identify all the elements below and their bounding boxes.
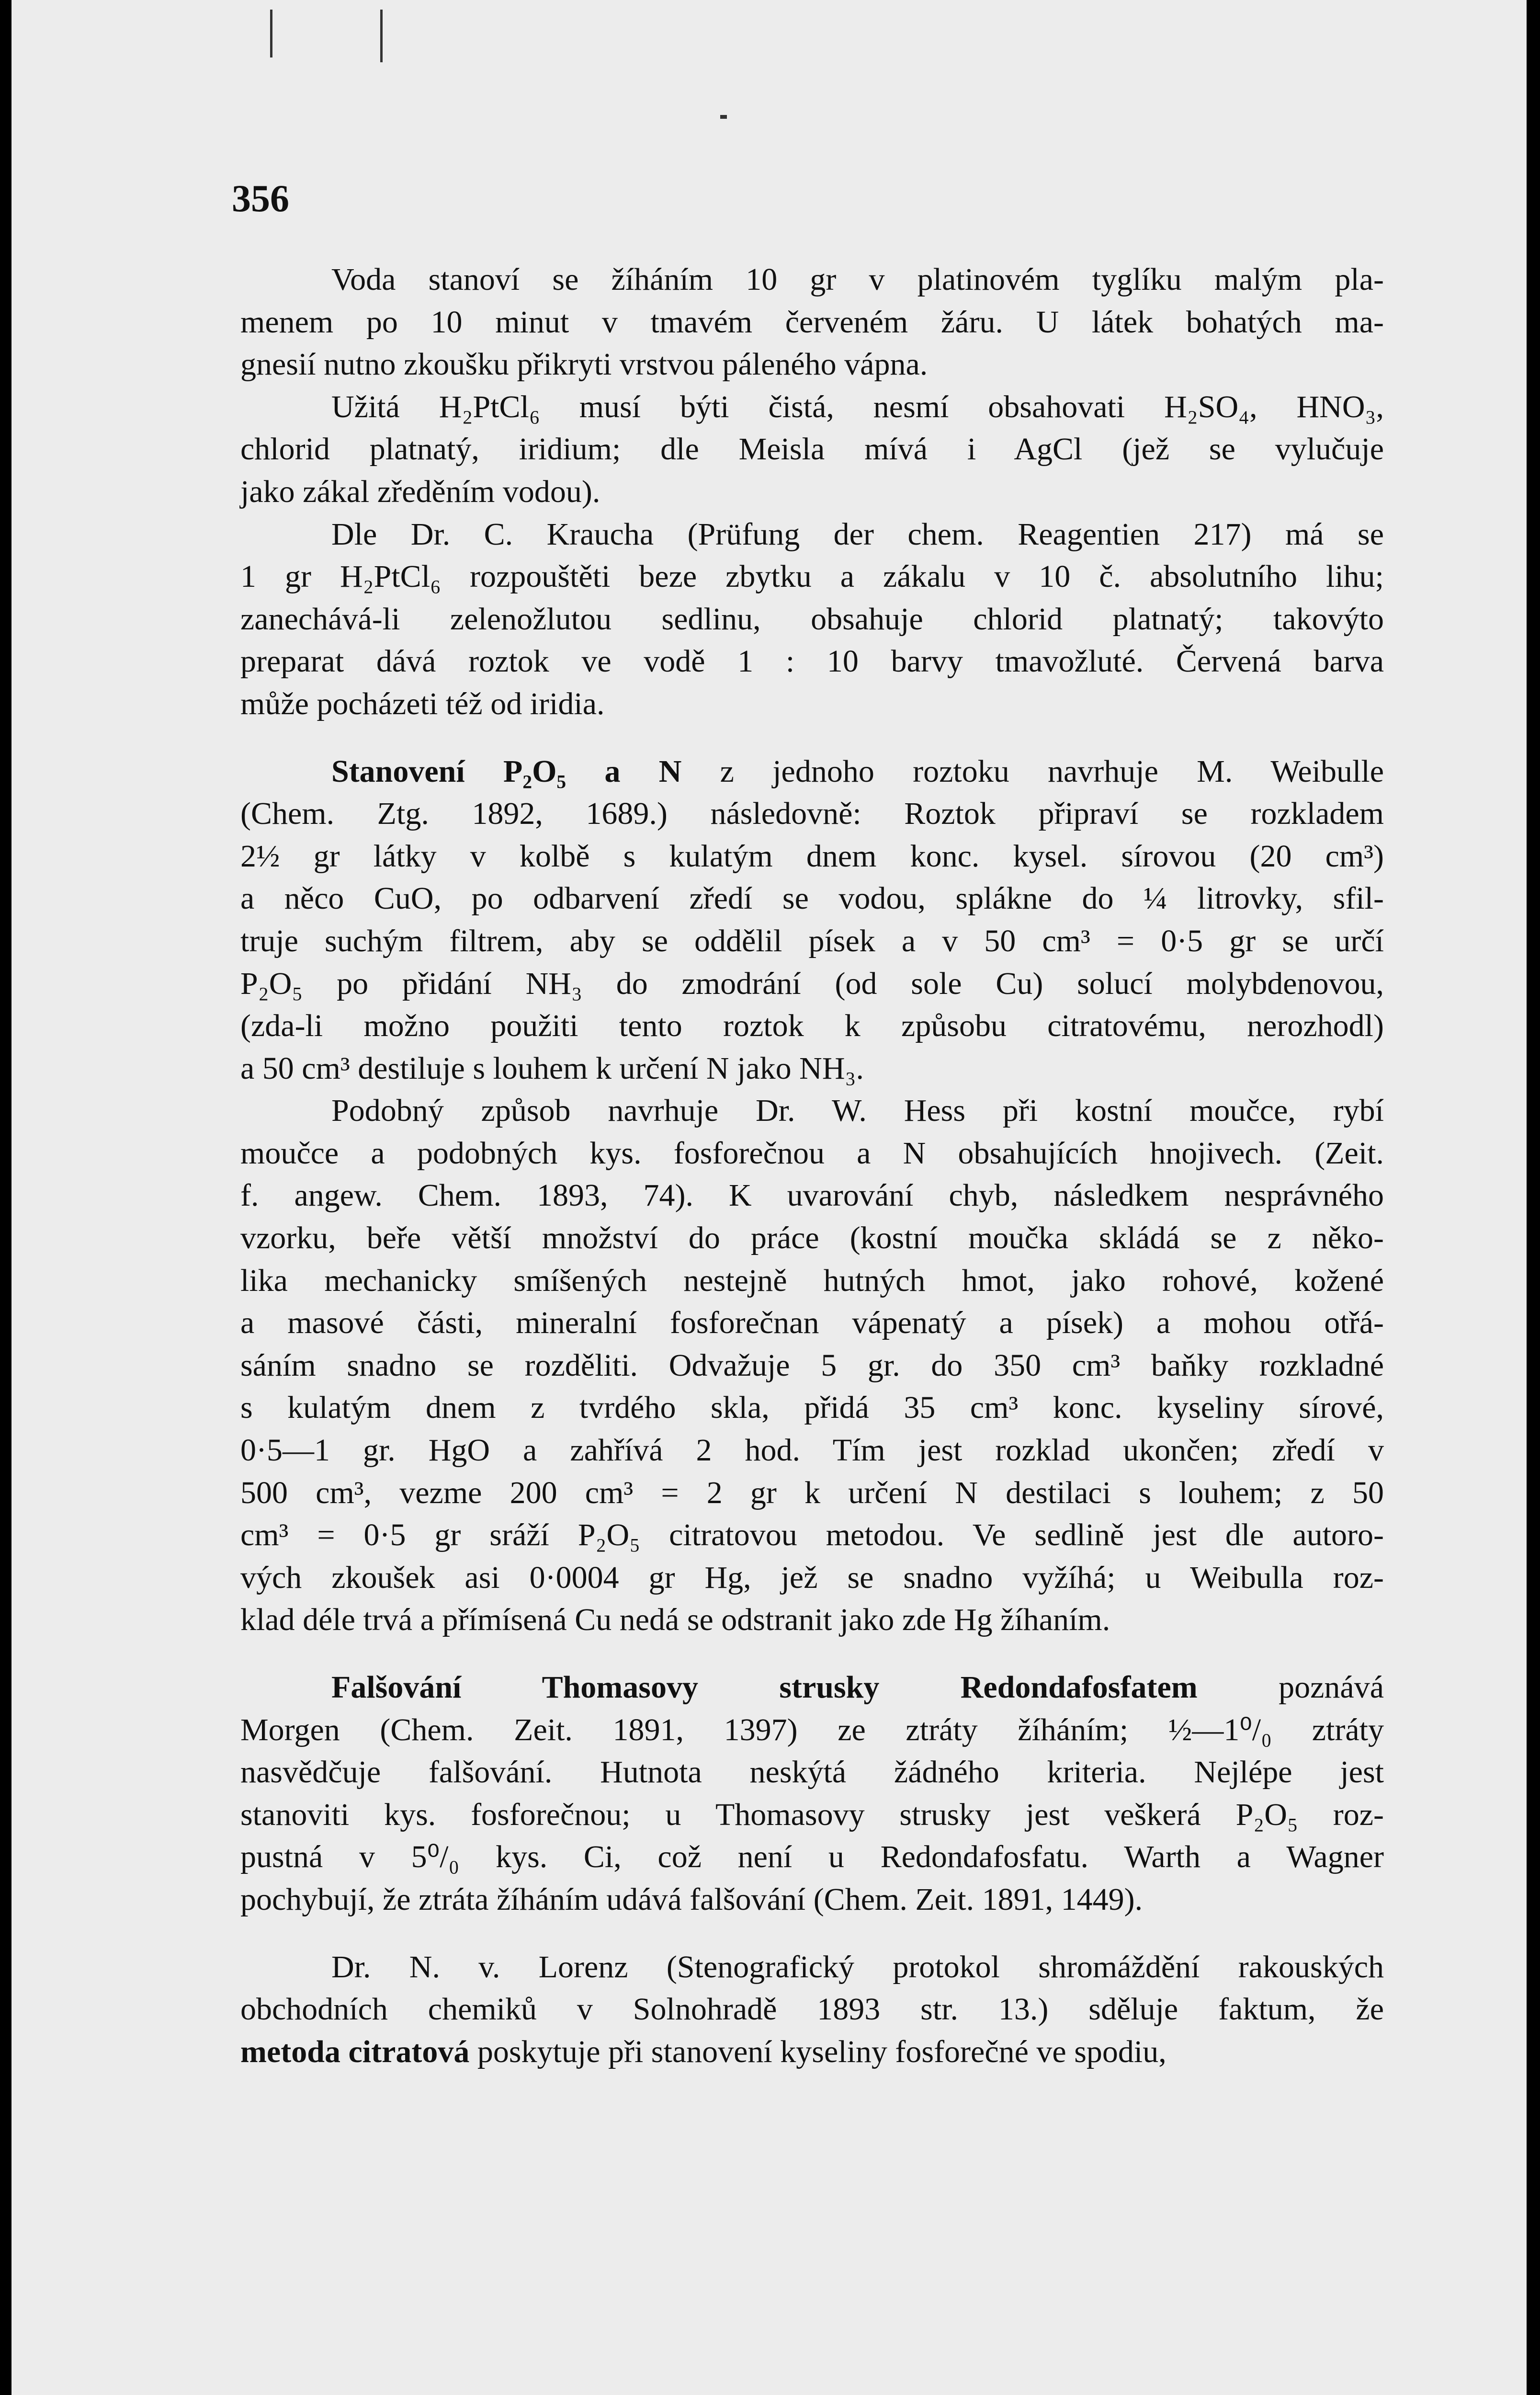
text-line: Dr. N. v. Lorenz (Stenografický protokol shromáždění rakouských	[331, 1949, 1384, 1984]
text-line: může pocházeti též od iridia.	[240, 686, 605, 721]
text-line: Voda stanoví se žíháním 10 gr v platinovém tyglíku malým pla-	[331, 262, 1384, 297]
text-line: P₂O₅ po přidání NH₃ do zmodrání (od sole Cu) solucí molybdenovou,	[240, 966, 1384, 1001]
text-line: pochybují, že ztráta žíháním udává falšování (Chem. Zeit. 1891, 1449).	[240, 1882, 1143, 1917]
text-line: 500 cm³, vezme 200 cm³ = 2 gr k určení N destilaci s louhem; z 50	[240, 1475, 1384, 1510]
paragraph	[240, 1090, 1384, 1642]
text-line: sáním snadno se rozděliti. Odvažuje 5 gr. do 350 cm³ baňky rozkladné	[240, 1347, 1384, 1383]
text-line: a 50 cm³ destiluje s louhem k určení N jako NH₃.	[240, 1050, 864, 1086]
text-line: f. angew. Chem. 1893, 74). K uvarování chyb, následkem nesprávného	[240, 1178, 1384, 1213]
scan-artifact	[270, 10, 272, 57]
text-line: vzorku, beře větší množství do práce (kostní moučka skládá se z něko-	[240, 1220, 1384, 1256]
text-line: vých zkoušek asi 0·0004 gr Hg, jež se snadno vyžíhá; u Weibulla roz-	[240, 1560, 1384, 1595]
paragraph	[240, 1666, 1384, 1921]
text-line: 1 gr H₂PtCl₆ rozpouštěti beze zbytku a zákalu v 10 č. absolutního lihu;	[240, 559, 1384, 594]
text-line: menem po 10 minut v tmavém červeném žáru. U látek bohatých ma-	[240, 304, 1384, 340]
text-line: klad déle trvá a přímísená Cu nedá se odstranit jako zde Hg žíhaním.	[240, 1602, 1110, 1638]
text-line: jako zákal zředěním vodou).	[240, 474, 600, 509]
text-line: gnesií nutno zkoušku přikryti vrstvou páleného vápna.	[240, 347, 928, 382]
text-line: stanoviti kys. fosforečnou; u Thomasovy strusky jest veškerá P₂O₅ roz-	[240, 1797, 1384, 1832]
text-line: (Chem. Ztg. 1892, 1689.) následovně: Roztok připraví se rozkladem	[240, 796, 1384, 832]
section-heading-line: Stanovení P₂O₅ a N z jednoho roztoku navrhuje M. Weibulle	[331, 753, 1384, 789]
body-text	[240, 259, 1384, 2073]
text-line: cm³ = 0·5 gr sráží P₂O₅ citratovou metodou. Ve sedlině jest dle autoro-	[240, 1517, 1384, 1553]
text-line: obchodních chemiků v Solnohradě 1893 str. 13.) sděluje faktum, že	[240, 1992, 1384, 2027]
text-line: moučce a podobných kys. fosforečnou a N obsahujících hnojivech. (Zeit.	[240, 1135, 1384, 1171]
scan-border-left	[0, 0, 11, 2395]
paragraph	[240, 751, 1384, 1090]
bold-run-in: metoda citratová	[240, 2034, 470, 2069]
book-page	[11, 0, 1527, 2395]
text-line: 2½ gr látky v kolbě s kulatým dnem konc. kysel. sírovou (20 cm³)	[240, 838, 1384, 874]
text-line: 0·5—1 gr. HgO a zahřívá 2 hod. Tím jest rozklad ukončen; zředí v	[240, 1433, 1384, 1468]
text-line: (zda-li možno použiti tento roztok k způsobu citratovému, nerozhodl)	[240, 1008, 1384, 1044]
paragraph	[240, 513, 1384, 726]
paragraph	[240, 259, 1384, 386]
text-line: preparat dává roztok ve vodě 1 : 10 barvy tmavožluté. Červená barva	[240, 644, 1384, 679]
text-line: pustná v 5⁰/₀ kys. Ci, což není u Redondafosfatu. Warth a Wagner	[240, 1839, 1384, 1875]
scan-artifact	[380, 10, 383, 62]
text-line: chlorid platnatý, iridium; dle Meisla mívá i AgCl (jež se vylučuje	[240, 432, 1384, 467]
text-line: a něco CuO, po odbarvení zředí se vodou, spláknе do ¼ litrovky, sfil-	[240, 881, 1384, 916]
bold-run-in: Stanovení P₂O₅ a N	[331, 753, 682, 789]
section-heading-line: Falšování Thomasovy strusky Redondafosfatem poznává	[331, 1670, 1384, 1705]
bold-run-in: Falšování Thomasovy strusky Redondafosfatem	[331, 1670, 1198, 1705]
text-line: nasvědčuje falšování. Hutnota neskýtá žádného kriteria. Nejlépe jest	[240, 1755, 1384, 1790]
text-line: Užitá H₂PtCl₆ musí býti čistá, nesmí obsahovati H₂SO₄, HNO₃,	[331, 389, 1384, 424]
text-line: metoda citratová poskytuje při stanovení kyseliny fosforečné ve spodiu,	[240, 2034, 1166, 2069]
text-line: s kulatým dnem z tvrdého skla, přidá 35 cm³ konc. kyseliny sírové,	[240, 1390, 1384, 1426]
scan-artifact	[720, 115, 727, 119]
text-line: truje suchým filtrem, aby se oddělil písek a v 50 cm³ = 0·5 gr se určí	[240, 923, 1384, 958]
text-line: Podobný způsob navrhuje Dr. W. Hess při kostní moučce, rybí	[331, 1093, 1384, 1129]
page-number: 356	[232, 178, 289, 220]
text-line: Dle Dr. C. Kraucha (Prüfung der chem. Reagentien 217) má se	[331, 516, 1384, 552]
text-line: Morgen (Chem. Zeit. 1891, 1397) ze ztráty žíháním; ½—1⁰/₀ ztráty	[240, 1712, 1384, 1747]
paragraph	[240, 1946, 1384, 2074]
text-line: a masové části, mineralní fosforečnan vápenatý a písek) a mohou otřá-	[240, 1305, 1384, 1341]
paragraph	[240, 386, 1384, 513]
scan-border-right	[1527, 0, 1540, 2395]
text-line: lika mechanicky smíšených nestejně hutných hmot, jako rohové, kožené	[240, 1263, 1384, 1298]
text-line: zanechává-li zelenožlutou sedlinu, obsahuje chlorid platnatý; takovýto	[240, 601, 1384, 637]
